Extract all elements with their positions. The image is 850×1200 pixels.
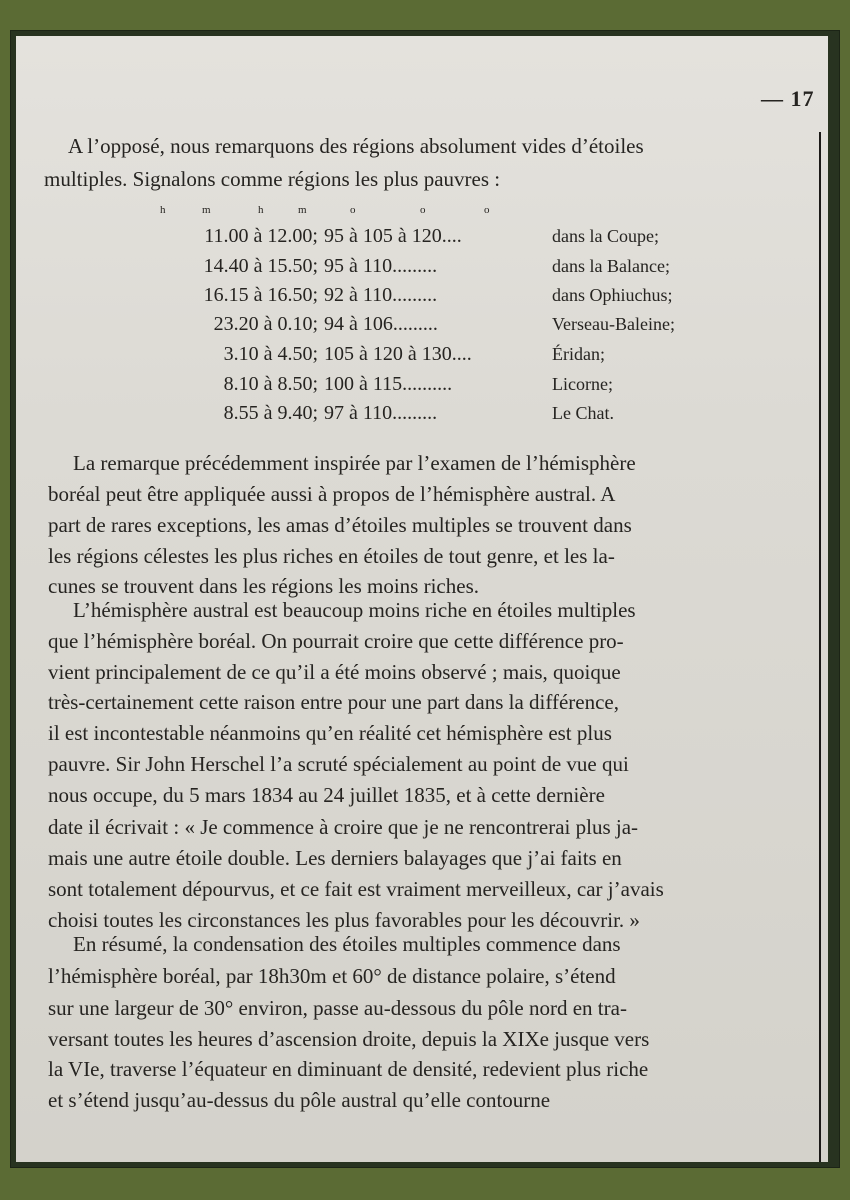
text-line: sur une largeur de 30° environ, passe au-dessous du pôle nord en tra- [48,996,627,1020]
table-row [16,283,828,307]
text-line: versant toutes les heures d’ascension droite, depuis la XIXe jusque vers [48,1027,650,1051]
constellation: Le Chat. [552,403,614,423]
table-row [16,401,828,425]
text-line: cunes se trouvent dans les régions les moins riches. [48,574,479,598]
table-row [16,224,828,248]
text-line: il est incontestable néanmoins qu’en réalité cet hémisphère est plus [48,721,612,745]
text-line: la VIe, traverse l’équateur en diminuant de densité, redevient plus riche [48,1057,649,1081]
unit-m-1: m [202,204,211,216]
text-line: choisi toutes les circonstances les plus favorables pour les découvrir. » [48,908,640,932]
unit-deg-1: o [350,204,356,216]
polar-distance: 92 à 110......... [324,284,438,306]
text-line: sont totalement dépourvus, et ce fait est vraiment merveilleux, car j’avais [48,877,664,901]
text-line: l’hémisphère boréal, par 18h30m et 60° de distance polaire, s’étend [48,964,616,988]
text-line: part de rares exceptions, les amas d’étoiles multiples se trouvent dans [48,513,632,537]
text-line: et s’étend jusqu’au-dessus du pôle austral qu’elle contourne [48,1088,551,1112]
polar-distance: 95 à 105 à 120.... [324,225,462,247]
book-page [16,36,828,1162]
constellation: Éridan; [552,344,605,364]
text-line: pauvre. Sir John Herschel l’a scruté spécialement au point de vue qui [48,752,629,776]
table-row [16,372,828,396]
ra-range: 14.40 à 15.50; [203,255,318,277]
page-number: — 17 [761,86,815,111]
polar-distance: 105 à 120 à 130.... [324,343,472,365]
unit-h-2: h [258,204,264,216]
text-line: mais une autre étoile double. Les derniers balayages que j’ai faits en [48,846,622,870]
unit-deg-3: o [484,204,490,216]
table-row [16,254,828,278]
text-line: La remarque précédemment inspirée par l’examen de l’hémisphère [73,451,636,475]
polar-distance: 94 à 106......... [324,313,438,335]
text-line: boréal peut être appliquée aussi à propos de l’hémisphère austral. A [48,482,616,506]
text-line: que l’hémisphère boréal. On pourrait croire que cette différence pro- [48,629,624,653]
table-row [16,312,828,336]
constellation: dans Ophiuchus; [552,285,673,305]
constellation: dans la Balance; [552,256,670,276]
constellation: dans la Coupe; [552,226,659,246]
text-line: L’hémisphère austral est beaucoup moins riche en étoiles multiples [73,598,636,622]
text-line: date il écrivait : « Je commence à croire que je ne rencontrerai plus ja- [48,815,639,839]
ra-range: 23.20 à 0.10; [213,313,318,335]
intro-line-2: multiples. Signalons comme régions les plus pauvres : [44,167,501,191]
text-line: En résumé, la condensation des étoiles multiples commence dans [73,932,621,956]
text-line: très-certainement cette raison entre pour une part dans la différence, [48,690,619,714]
table-units-header [16,204,828,220]
text-line: vient principalement de ce qu’il a été moins observé ; mais, quoique [48,660,621,684]
text-line: les régions célestes les plus riches en étoiles de tout genre, et les la- [48,544,615,568]
unit-deg-2: o [420,204,426,216]
ra-range: 11.00 à 12.00; [204,225,318,247]
text-line: nous occupe, du 5 mars 1834 au 24 juillet 1835, et à cette dernière [48,783,605,807]
unit-h-1: h [160,204,166,216]
polar-distance: 97 à 110......... [324,402,438,424]
ra-range: 3.10 à 4.50; [223,343,318,365]
ra-range: 16.15 à 16.50; [203,284,318,306]
table-row [16,342,828,366]
ra-range: 8.55 à 9.40; [223,402,318,424]
polar-distance: 95 à 110......... [324,255,438,277]
intro-line-1: A l’opposé, nous remarquons des régions absolument vides d’étoiles [68,134,644,158]
ra-range: 8.10 à 8.50; [223,373,318,395]
unit-m-2: m [298,204,307,216]
polar-distance: 100 à 115.......... [324,373,453,395]
constellation: Licorne; [552,374,613,394]
constellation: Verseau-Baleine; [552,314,675,334]
